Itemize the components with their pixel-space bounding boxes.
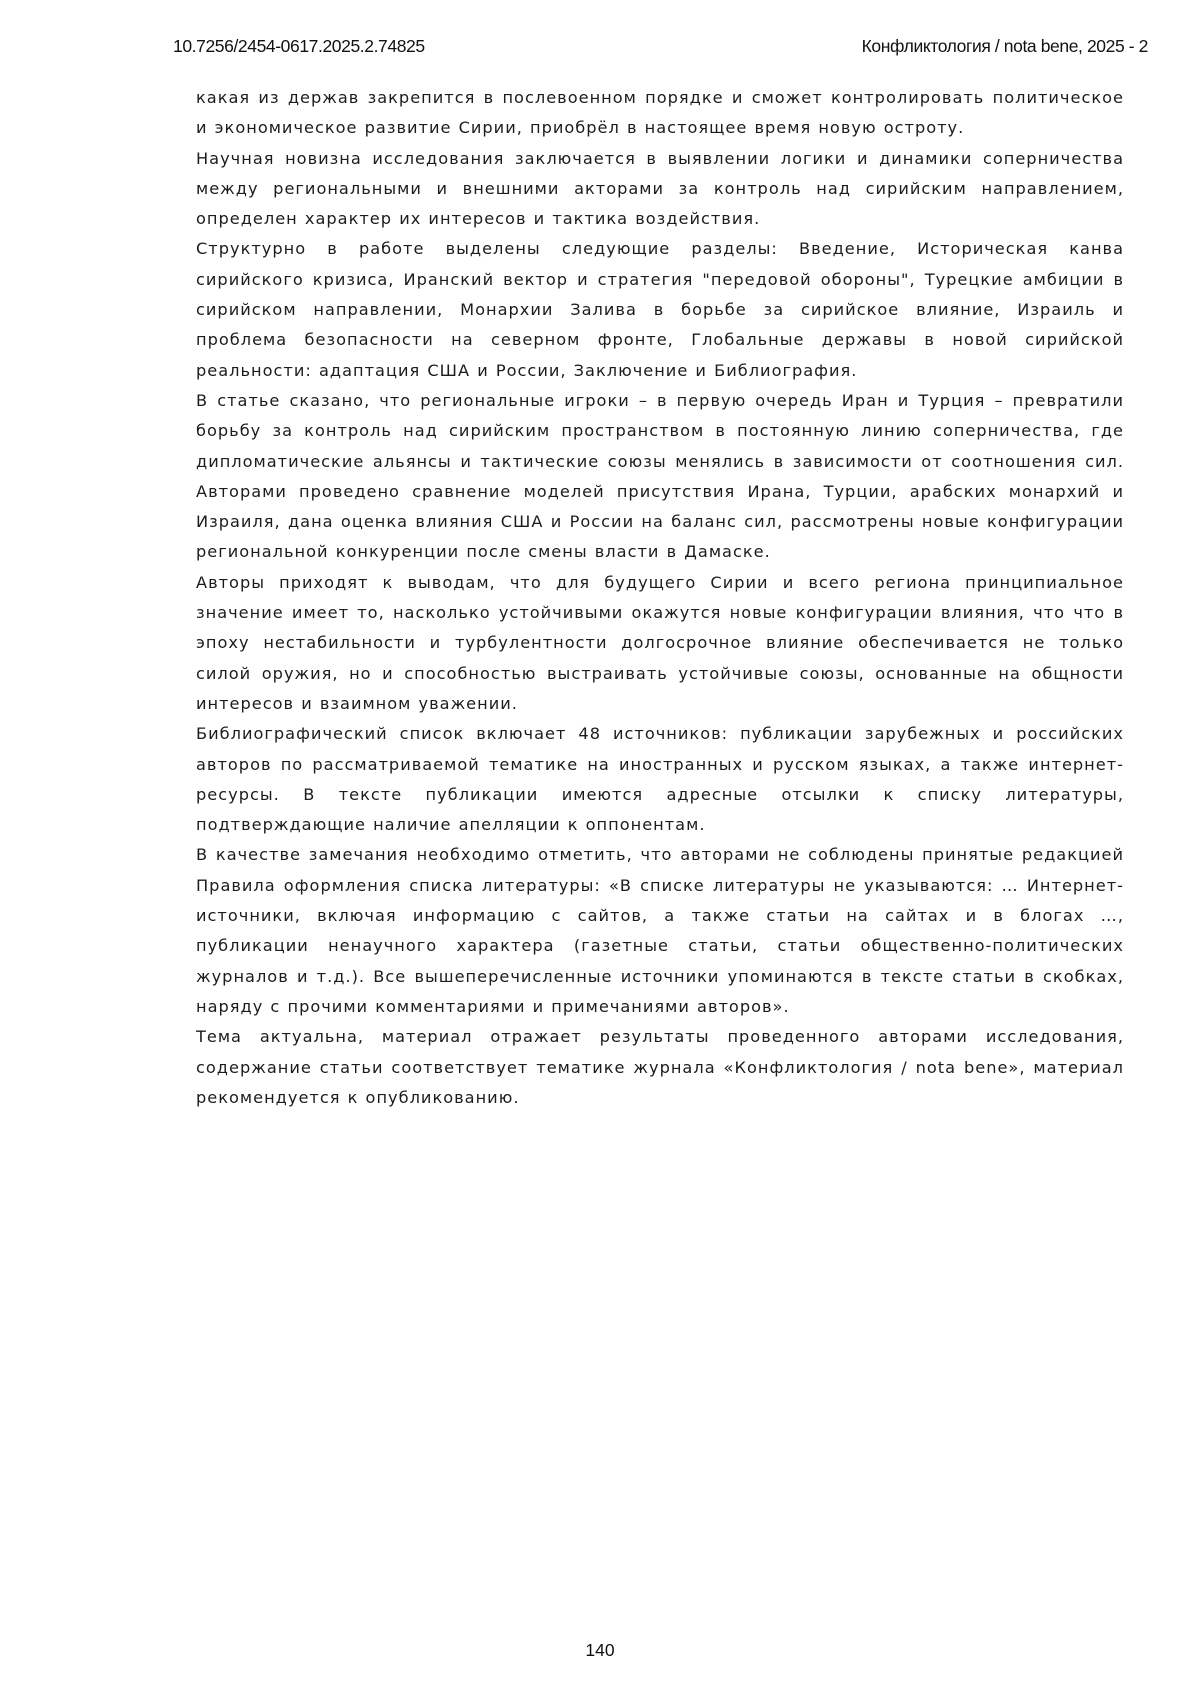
paragraph-continuation: какая из держав закрепится в послевоенном порядке и сможет контролировать политическое и экономическое развитие Сирии, приобрёл в настоящее время новую остроту. [196,83,1124,144]
paragraph-conclusions: Авторы приходят к выводам, что для будущего Сирии и всего региона принципиальное значение имеет то, насколько устойчивыми окажутся новые конфигурации влияния, что что в эпоху нестабильности и турбулентности долгосрочное влияние обеспечивается не только силой оружия, но и способностью выстраивать устойчивые союзы, основанные на общности интересов и взаимном уважении. [196,568,1124,719]
paragraph-recommendation: Тема актуальна, материал отражает результаты проведенного авторами исследования, содержание статьи соответствует тематике журнала «Конфликтология / nota bene», материал рекомендуется к опубликованию. [196,1022,1124,1113]
paragraph-novelty: Научная новизна исследования заключается в выявлении логики и динамики соперничества между региональными и внешними акторами за контроль над сирийским направлением, определен характер их интересов и тактика воздействия. [196,144,1124,235]
document-page [0,0,1200,1698]
article-review-body [196,83,1124,1113]
paragraph-bibliography: Библиографический список включает 48 источников: публикации зарубежных и российских авторов по рассматриваемой тематике на иностранных и русском языках, а также интернет-ресурсы. В тексте публикации имеются адресные отсылки к списку литературы, подтверждающие наличие апелляции к оппонентам. [196,719,1124,840]
page-number: 140 [0,1640,1200,1661]
paragraph-remarks: В качестве замечания необходимо отметить, что авторами не соблюдены принятые редакцией Правила оформления списка литературы: «В списке литературы не указываются: … Интернет-источники, включая информацию с сайтов, а также статьи на сайтах и в блогах …, публикации ненаучного характера (газетные статьи, статьи общественно-политических журналов и т.д.). Все вышеперечисленные источники упоминаются в тексте статьи в скобках, наряду с прочими комментариями и примечаниями авторов». [196,840,1124,1022]
running-header [173,36,1148,60]
journal-title: Конфликтология / nota bene, 2025 - 2 [862,36,1148,57]
paragraph-content: В статье сказано, что региональные игроки – в первую очередь Иран и Турция – превратили борьбу за контроль над сирийским пространством в постоянную линию соперничества, где дипломатические альянсы и тактические союзы менялись в зависимости от соотношения сил. Авторами проведено сравнение моделей присутствия Ирана, Турции, арабских монархий и Израиля, дана оценка влияния США и России на баланс сил, рассмотрены новые конфигурации региональной конкуренции после смены власти в Дамаске. [196,386,1124,568]
paragraph-structure: Структурно в работе выделены следующие разделы: Введение, Историческая канва сирийского кризиса, Иранский вектор и стратегия "передовой обороны", Турецкие амбиции в сирийском направлении, Монархии Залива в борьбе за сирийское влияние, Израиль и проблема безопасности на северном фронте, Глобальные державы в новой сирийской реальности: адаптация США и России, Заключение и Библиография. [196,234,1124,385]
doi-label: 10.7256/2454-0617.2025.2.74825 [173,36,425,57]
